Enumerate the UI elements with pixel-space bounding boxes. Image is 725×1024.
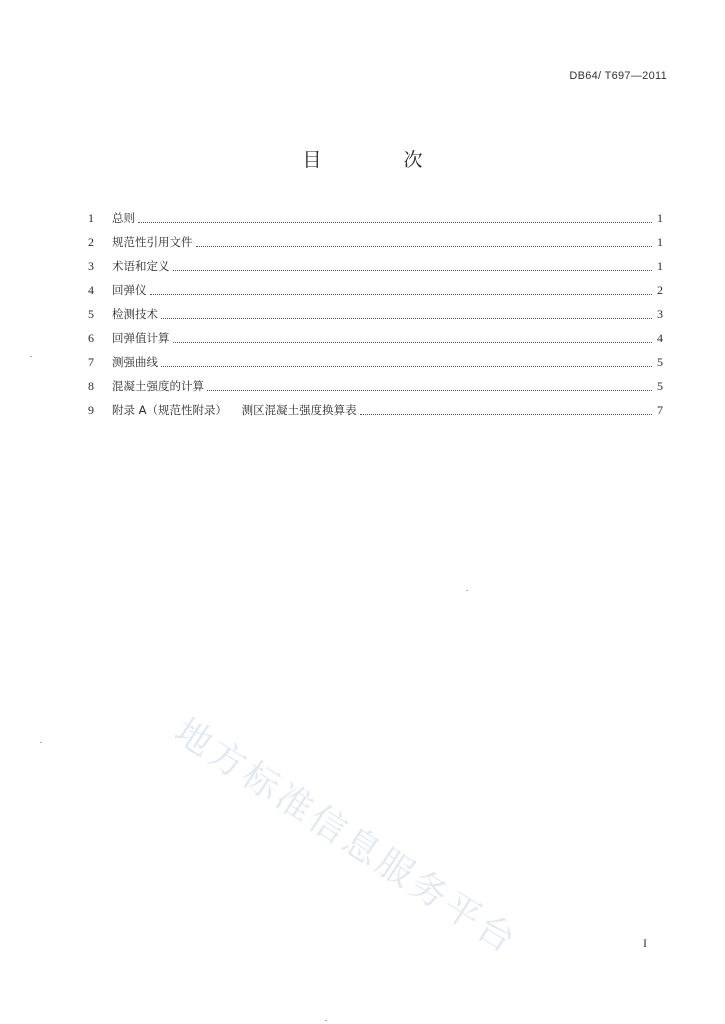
scan-speck [40,742,42,743]
toc-entry-number: 9 [88,403,94,417]
page-number: I [643,936,647,950]
toc-entry-label: 检测技术 [112,307,158,321]
dot-leader [150,293,653,295]
toc-entry-number: 7 [88,355,94,369]
toc-entry-page: 2 [657,283,663,297]
watermark: 地方标准信息服务平台 [167,710,526,964]
toc-entry-page: 5 [657,355,663,369]
toc-entry[interactable] [88,370,663,394]
toc-entry[interactable] [88,394,663,418]
dot-leader [161,317,652,319]
toc-entry[interactable] [88,202,663,226]
toc-entry[interactable] [88,322,663,346]
toc-entry[interactable] [88,226,663,250]
toc-entry-number: 1 [88,211,94,225]
dot-leader [138,221,652,223]
table-of-contents [88,202,663,418]
toc-entry-page: 1 [657,259,663,273]
toc-entry-page: 4 [657,331,663,345]
toc-entry-number: 4 [88,283,94,297]
dot-leader [161,365,652,367]
toc-entry-label: 回弹仪 [112,283,147,297]
toc-entry-number: 6 [88,331,94,345]
toc-entry-page: 1 [657,235,663,249]
toc-entry-label: 混凝土强度的计算 [112,379,204,393]
toc-entry-number: 5 [88,307,94,321]
toc-entry-label: 附录 A（规范性附录） 测区混凝土强度换算表 [112,403,357,417]
toc-entry-page: 7 [657,403,663,417]
document-code: DB64/ T697—2011 [569,70,667,82]
toc-entry-number: 8 [88,379,94,393]
toc-entry-page: 1 [657,211,663,225]
dot-leader [173,269,653,271]
toc-title [0,145,725,172]
toc-entry-label: 总则 [112,211,135,225]
toc-entry[interactable] [88,346,663,370]
dot-leader [196,245,653,247]
toc-entry-label: 规范性引用文件 [112,235,193,249]
toc-entry-page: 5 [657,379,663,393]
toc-entry-label: 术语和定义 [112,259,170,273]
toc-entry-number: 3 [88,259,94,273]
scan-speck [325,1020,327,1021]
dot-leader [207,389,652,391]
scan-speck [30,356,32,357]
toc-entry-page: 3 [657,307,663,321]
toc-entry[interactable] [88,298,663,322]
toc-entry-label: 测强曲线 [112,355,158,369]
dot-leader [173,341,653,343]
toc-entry[interactable] [88,274,663,298]
toc-entry-label: 回弹值计算 [112,331,170,345]
scan-speck [466,590,468,591]
dot-leader [360,413,652,415]
toc-entry[interactable] [88,250,663,274]
toc-entry-number: 2 [88,235,94,249]
toc-title-text: 目 次 [302,149,461,171]
